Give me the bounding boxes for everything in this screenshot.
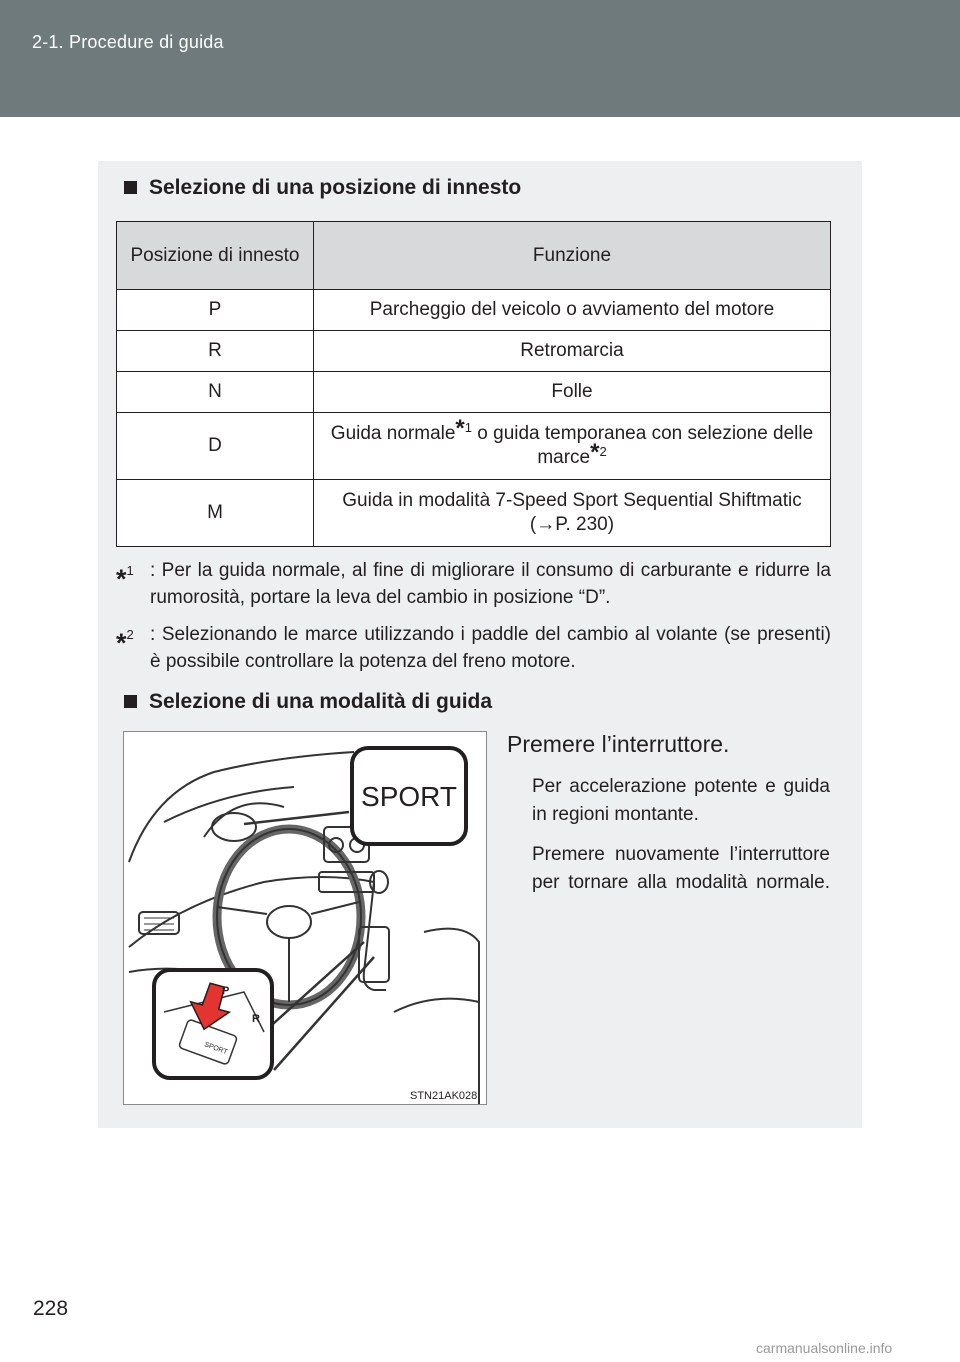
section-title-drive-mode: Selezione di una modalità di guida [124, 690, 492, 714]
footnote-marker: *$^1$ [116, 563, 134, 595]
footnote-2: *$^2$ : Selezionando le marce utilizzando i paddle del cambio al volante (se presenti) è possibile controllare la potenza del freno motore. [116, 621, 831, 675]
figure-code: STN21AK028 [410, 1090, 478, 1102]
watermark: carmanualsonline.info [756, 1340, 893, 1356]
function-cell: Retromarcia [314, 331, 831, 372]
shift-position-table [116, 221, 831, 547]
square-bullet-icon [124, 181, 137, 194]
footnote-1: *$^1$ : Per la guida normale, al fine di migliorare il consumo di carburante e ridurre la rumorosità, portare la leva del cambio in posizione “D”. [116, 557, 831, 611]
column-header-function: Funzione [314, 222, 831, 290]
gear-r-label: R [252, 1013, 260, 1025]
table-row [117, 480, 831, 547]
instruction-text: Premere l’interruttore. [507, 731, 730, 757]
gear-p-label: P [222, 985, 230, 997]
square-bullet-icon [124, 695, 137, 708]
inset-sport-label: SPORT [203, 1041, 229, 1057]
page-number: 228 [33, 1297, 69, 1320]
table-header-row [117, 222, 831, 290]
description-paragraph: Per accelerazione potente e guida in regioni montante. [532, 776, 830, 825]
car-interior-drawing [124, 732, 486, 1104]
table-row [117, 413, 831, 480]
position-cell: R [117, 331, 314, 372]
position-cell: N [117, 372, 314, 413]
position-cell: M [117, 480, 314, 547]
function-cell: Folle [314, 372, 831, 413]
description-paragraph: Premere nuovamente l’interruttore per tornare alla modalità normale. [532, 844, 830, 893]
section-header-title: 2-1. Procedure di guida [32, 32, 224, 52]
table-row [117, 372, 831, 413]
sport-button-label: SPORT [361, 781, 457, 812]
function-cell: Parcheggio del veicolo o avviamento del motore [314, 290, 831, 331]
function-cell: Guida normale$^{*1}$ o guida temporanea con selezione delle marce$^{*2}$ [314, 413, 831, 480]
position-cell: D [117, 413, 314, 480]
sport-switch-illustration [123, 731, 487, 1105]
table-row [117, 290, 831, 331]
footnote-ref-2: *2 [590, 438, 607, 466]
page-header [0, 0, 960, 117]
column-header-position: Posizione di innesto [117, 222, 314, 290]
footnote-marker: *$^2$ [116, 627, 134, 659]
section-title-shift-position: Selezione di una posizione di innesto [124, 176, 521, 200]
table-row [117, 331, 831, 372]
footnote-ref-1: *1 [455, 414, 472, 442]
position-cell: P [117, 290, 314, 331]
function-cell: Guida in modalità 7-Speed Sport Sequential Shiftmatic (→P. 230) [314, 480, 831, 547]
